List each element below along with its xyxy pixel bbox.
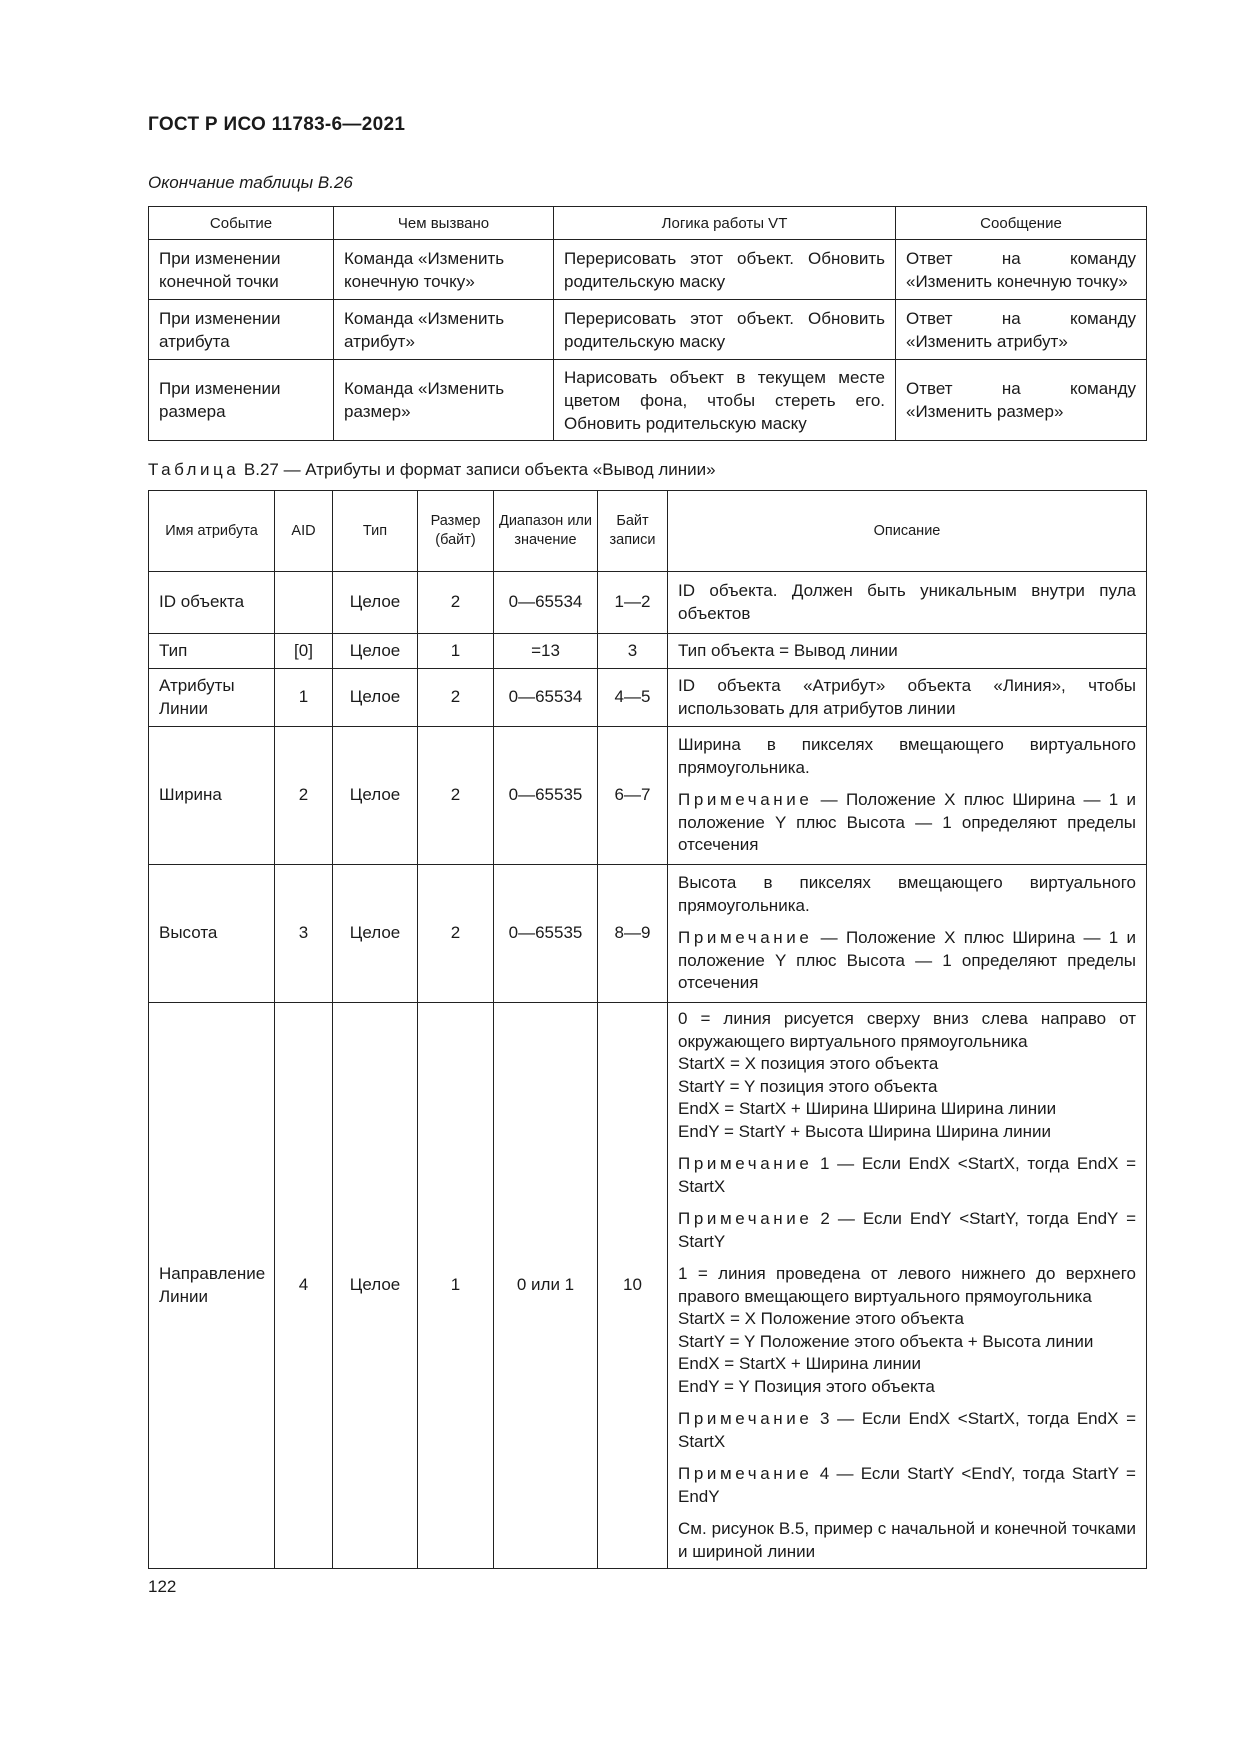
attribute-range: 0—65534 [494, 669, 598, 727]
column-header: Имя атрибута [149, 491, 275, 572]
description-note [678, 927, 1136, 995]
description-text: 1 = линия проведена от левого нижнего до верхнего правого вмещающего виртуального прямоугольника [678, 1264, 1136, 1306]
description-line: StartY = Y позиция этого объекта [678, 1076, 938, 1096]
attribute-aid: 2 [275, 727, 333, 865]
table-b27-caption [148, 460, 716, 480]
attribute-size: 2 [418, 727, 494, 865]
description-note [678, 789, 1136, 857]
table-caption-text: В.27 — Атрибуты и формат записи объекта «Вывод линии» [243, 460, 716, 479]
attribute-aid [275, 572, 333, 634]
attribute-range: 0—65535 [494, 727, 598, 865]
description-text: Ширина в пикселях вмещающего виртуального прямоугольника. [678, 735, 1136, 777]
table-caption-label: Таблица [148, 460, 240, 479]
description-line: EndY = Y Позиция этого объекта [678, 1376, 935, 1396]
note-label: Примечание [678, 1209, 813, 1228]
column-header: Логика работы VT [554, 207, 896, 240]
attribute-type: Целое [333, 634, 418, 669]
description-text: См. рисунок В.5, пример с начальной и конечной точками и шириной линии [678, 1519, 1136, 1561]
table-row [149, 669, 1147, 727]
table-row [149, 865, 1147, 1003]
table-cell: Перерисовать этот объект. Обновить родительскую маску [554, 300, 896, 360]
attribute-bytes: 4—5 [598, 669, 668, 727]
attribute-type: Целое [333, 669, 418, 727]
description-block [678, 1263, 1136, 1398]
attribute-name: Высота [149, 865, 275, 1003]
table-cell: При изменении атрибута [149, 300, 334, 360]
table-cell: При изменении конечной точки [149, 240, 334, 300]
table-cell: Команда «Изменить конечную точку» [334, 240, 554, 300]
attribute-bytes: 6—7 [598, 727, 668, 865]
attribute-size: 2 [418, 572, 494, 634]
attribute-size: 1 [418, 634, 494, 669]
attribute-name: Направление Линии [149, 1003, 275, 1569]
attribute-range: 0—65534 [494, 572, 598, 634]
attribute-size: 2 [418, 669, 494, 727]
attribute-range: =13 [494, 634, 598, 669]
table-cell: Ответ на команду «Изменить конечную точку» [896, 240, 1147, 300]
note-label: Примечание [678, 1464, 813, 1483]
note-text: — Положение X плюс Ширина — 1 и положение Y плюс Высота — 1 определяют пределы отсечения [678, 790, 1136, 855]
column-header: Описание [668, 491, 1147, 572]
attribute-description [668, 727, 1147, 865]
description-line: StartY = Y Положение этого объекта + Высота линии [678, 1331, 1094, 1351]
page-number: 122 [148, 1577, 177, 1596]
table-continuation-caption: Окончание таблицы В.26 [148, 173, 353, 192]
table-b26 [148, 206, 1147, 441]
attribute-aid: 4 [275, 1003, 333, 1569]
note-label: Примечание [678, 1409, 813, 1428]
attribute-description: Тип объекта = Вывод линии [668, 634, 1147, 669]
attribute-name: Ширина [149, 727, 275, 865]
description-line: EndY = StartY + Высота Ширина Ширина линии [678, 1121, 1052, 1141]
attribute-aid: [0] [275, 634, 333, 669]
table-row [149, 360, 1147, 441]
table-cell: Команда «Изменить размер» [334, 360, 554, 441]
table-cell: Ответ на команду «Изменить атрибут» [896, 300, 1147, 360]
note-label: Примечание [678, 928, 813, 948]
attribute-name: Атрибуты Линии [149, 669, 275, 727]
attribute-size: 2 [418, 865, 494, 1003]
attribute-description [668, 1003, 1147, 1569]
table-cell: Ответ на команду «Изменить размер» [896, 360, 1147, 441]
column-header: Размер (байт) [418, 491, 494, 572]
note-label: Примечание [678, 790, 813, 810]
note-label: Примечание [678, 1154, 813, 1173]
document-header-title: ГОСТ Р ИСО 11783-6—2021 [148, 114, 406, 135]
note-text: 2 — Если EndY <StartY, тогда EndY = StartY [678, 1209, 1136, 1251]
note-text: 3 — Если EndX <StartX, тогда EndX = StartX [678, 1409, 1136, 1451]
attribute-range: 0—65535 [494, 865, 598, 1003]
attribute-type: Целое [333, 572, 418, 634]
column-header: Диапазон или значение [494, 491, 598, 572]
attribute-name: ID объекта [149, 572, 275, 634]
description-line: StartX = X Положение этого объекта [678, 1309, 964, 1328]
attribute-size: 1 [418, 1003, 494, 1569]
attribute-type: Целое [333, 865, 418, 1003]
attribute-description [668, 865, 1147, 1003]
note-text: — Положение X плюс Ширина — 1 и положение Y плюс Высота — 1 определяют пределы отсечения [678, 928, 1136, 993]
column-header: AID [275, 491, 333, 572]
attribute-aid: 1 [275, 669, 333, 727]
column-header: Событие [149, 207, 334, 240]
description-text: Высота в пикселях вмещающего виртуального прямоугольника. [678, 873, 1136, 915]
attribute-range: 0 или 1 [494, 1003, 598, 1569]
attribute-description: ID объекта «Атрибут» объекта «Линия», чтобы использовать для атрибутов линии [668, 669, 1147, 727]
table-row [149, 240, 1147, 300]
description-line: EndX = StartX + Ширина Ширина Ширина линии [678, 1099, 1057, 1118]
attribute-name: Тип [149, 634, 275, 669]
description-text: 0 = линия рисуется сверху вниз слева направо от окружающего виртуального прямоугольника [678, 1009, 1136, 1051]
note-text: 4 — Если StartY <EndY, тогда StartY = EndY [678, 1464, 1136, 1506]
column-header: Тип [333, 491, 418, 572]
table-header-row [149, 207, 1147, 240]
description-line: EndX = StartX + Ширина линии [678, 1354, 921, 1373]
column-header: Байт записи [598, 491, 668, 572]
table-header-row [149, 491, 1147, 572]
attribute-bytes: 8—9 [598, 865, 668, 1003]
attribute-type: Целое [333, 1003, 418, 1569]
description-note [678, 1208, 1136, 1253]
table-cell: Команда «Изменить атрибут» [334, 300, 554, 360]
attribute-bytes: 1—2 [598, 572, 668, 634]
table-row [149, 300, 1147, 360]
table-row [149, 727, 1147, 865]
column-header: Чем вызвано [334, 207, 554, 240]
table-cell: Перерисовать этот объект. Обновить родительскую маску [554, 240, 896, 300]
table-row [149, 572, 1147, 634]
attribute-type: Целое [333, 727, 418, 865]
description-note [678, 1153, 1136, 1198]
column-header: Сообщение [896, 207, 1147, 240]
description-line: StartX = X позиция этого объекта [678, 1054, 939, 1073]
attribute-bytes: 10 [598, 1003, 668, 1569]
attribute-description: ID объекта. Должен быть уникальным внутри пула объектов [668, 572, 1147, 634]
attribute-aid: 3 [275, 865, 333, 1003]
description-block [678, 1008, 1136, 1143]
table-row [149, 634, 1147, 669]
description-note [678, 1408, 1136, 1453]
description-note [678, 1463, 1136, 1508]
table-cell: При изменении размера [149, 360, 334, 441]
note-text: 1 — Если EndX <StartX, тогда EndX = StartX [678, 1154, 1136, 1196]
table-row [149, 1003, 1147, 1569]
table-cell: Нарисовать объект в текущем месте цветом фона, чтобы стереть его. Обновить родительскую маску [554, 360, 896, 441]
table-b27 [148, 490, 1147, 1569]
attribute-bytes: 3 [598, 634, 668, 669]
